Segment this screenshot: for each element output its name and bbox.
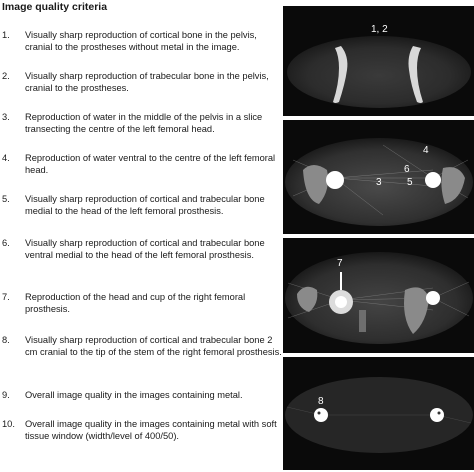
criterion-text: Visually sharp reproduction of trabecular bone in the pelvis, cranial to the prostheses. <box>25 71 269 94</box>
body-outline <box>287 36 471 108</box>
criterion-number: 1. <box>2 30 10 40</box>
stem-detail <box>318 412 321 415</box>
criterion-text: Reproduction of the head and cup of the right femoral prosthesis. <box>25 292 246 315</box>
image-label-4: 4 <box>423 145 429 156</box>
right-prosthesis-head <box>326 171 344 189</box>
ct-image-prosthesis-cup-graphic <box>283 238 474 353</box>
left-prosthesis-head <box>425 172 441 188</box>
criterion-text: Visually sharp reproduction of cortical and trabecular bone medial to the head of the left femoral prosthesis. <box>25 194 265 217</box>
criterion-number: 4. <box>2 153 10 163</box>
ct-image-femoral-heads-graphic <box>283 120 474 234</box>
criterion-text: Overall image quality in the images containing metal. <box>25 390 243 400</box>
criterion-number: 3. <box>2 112 10 122</box>
criterion-number: 8. <box>2 335 10 345</box>
image-label-5: 5 <box>407 177 413 188</box>
image-label-1-2: 1, 2 <box>371 24 388 35</box>
stem-detail <box>438 412 441 415</box>
ct-image-pelvis <box>283 6 474 116</box>
criterion-text: Visually sharp reproduction of cortical bone in the pelvis, cranial to the prostheses without metal in the image. <box>25 30 257 53</box>
right-prosthesis-head <box>335 296 347 308</box>
criterion-text: Overall image quality in the images containing metal with soft tissue window (width/level of 400/50). <box>25 419 277 442</box>
right-prosthesis-stem <box>314 408 328 422</box>
criterion-number: 7. <box>2 292 10 302</box>
criterion-number: 2. <box>2 71 10 81</box>
soft-tissue-structure <box>359 310 366 332</box>
page-title: Image quality criteria <box>2 1 108 13</box>
criterion-text: Visually sharp reproduction of cortical and trabecular bone 2 cm cranial to the tip of the stem of the right femoral prosthesis. <box>25 335 282 358</box>
left-prosthesis-stem <box>430 408 444 422</box>
image-label-6: 6 <box>404 164 410 175</box>
image-label-8: 8 <box>318 396 324 407</box>
ct-image-prosthesis-cup <box>283 238 474 353</box>
criterion-number: 6. <box>2 238 10 248</box>
criterion-text: Reproduction of water in the middle of the pelvis in a slice transecting the centre of the left femoral head. <box>25 112 263 135</box>
criterion-number: 10. <box>2 419 15 429</box>
ct-image-femoral-heads <box>283 120 474 234</box>
image-label-3: 3 <box>376 177 382 188</box>
criterion-text: Visually sharp reproduction of cortical and trabecular bone ventral medial to the head of the left femoral prosthesis. <box>25 238 265 261</box>
image-label-7: 7 <box>337 258 343 269</box>
ct-image-prosthesis-stems-graphic <box>283 357 474 470</box>
left-prosthesis-head <box>426 291 440 305</box>
criterion-text: Reproduction of water ventral to the centre of the left femoral head. <box>25 153 276 176</box>
criterion-number: 5. <box>2 194 10 204</box>
criterion-number: 9. <box>2 390 10 400</box>
ct-image-pelvis-graphic <box>283 6 474 116</box>
ct-image-prosthesis-stems <box>283 357 474 470</box>
